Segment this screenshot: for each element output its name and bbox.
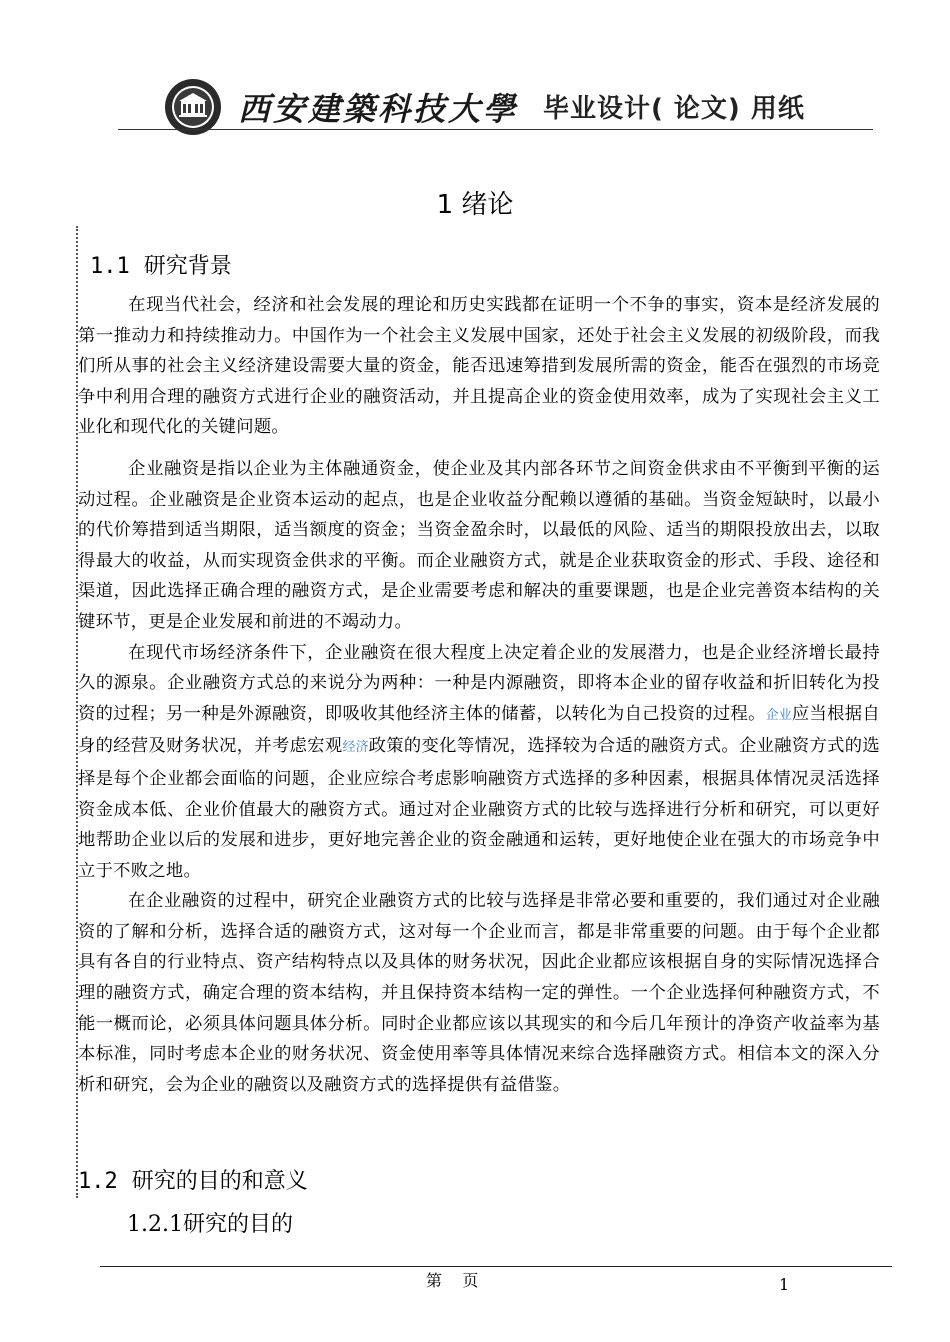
subsection-number: 1.2.1 [127,1212,183,1237]
subsection-title: 研究的目的 [182,1212,293,1237]
link-economy[interactable]: 经济 [342,740,369,756]
section-title: 研究背景 [143,254,232,279]
paragraph-3-text-a: 在现代市场经济条件下，企业融资在很大程度上决定着企业的发展潜力，也是企业经济增长最持久的源泉。企业融资方式总的来说分为两种：一种是内源融资，即将本企业的留存收益和折旧转化为投资的过程；另一种是外源融资，即吸收其他经济主体的储蓄，以转化为自己投资的过程。 [78,642,880,724]
paragraph-2: 企业融资是指以企业为主体融通资金，使企业及其内部各环节之间资金供求由不平衡到平衡的运动过程。企业融资是企业资本运动的起点，也是企业收益分配赖以遵循的基础。当资金短缺时，以最小的代价筹措到适当期限，适当额度的资金；当资金盈余时，以最低的风险、适当的期限投放出去，以取得最大的收益，从而实现资金供求的平衡。而企业融资方式，就是企业获取资金的形式、手段、途径和渠道，因此选择正确合理的融资方式，是企业需要考虑和解决的重要课题，也是企业完善资本结构的关键环节，更是企业发展和前进的不竭动力。 [78,458,880,632]
section-body [78,290,880,1100]
university-name: 西安建築科技大學 [238,90,519,128]
section-number: 1.1 [90,254,130,279]
footer-page-label: 第 页 [426,1271,479,1290]
subsection-heading-1-2-1 [127,1207,293,1238]
paragraph-3-text-b: 应当根据自身的经营及财务状况，并考虑宏观 [78,703,880,757]
link-enterprise[interactable]: 企业 [765,707,792,723]
page-number: 1 [779,1275,790,1294]
section-number: 1.2 [78,1169,118,1194]
footer-divider [100,1266,892,1267]
section-heading-1-2 [78,1164,308,1195]
section-heading-1-1 [90,249,232,280]
paragraph-3 [78,638,880,887]
paragraph-3-text-c: 政策的变化等情况，选择较为合适的融资方式。企业融资方式的选择是每个企业都会面临的问题，企业应综合考虑影响融资方式选择的多种因素，根据具体情况灵活选择资金成本低、企业价值最大的融资方式。通过对企业融资方式的比较与选择进行分析和研究，可以更好地帮助企业以后的发展和进步，更好地完善企业的资金融通和运转，更好地使企业在强大的市场竞争中立于不败之地。 [78,736,880,881]
chapter-title: 1 绪论 [436,190,514,220]
paper-use-label: 毕业设计( 论文) 用纸 [543,94,805,124]
section-title: 研究的目的和意义 [131,1169,308,1194]
header-divider [118,129,873,130]
page-header [0,0,950,135]
paragraph-1: 在现当代社会，经济和社会发展的理论和历史实践都在证明一个不争的事实，资本是经济发展的第一推动力和持续推动力。中国作为一个社会主义发展中国家，还处于社会主义发展的初级阶段，而我们所从事的社会主义经济建设需要大量的资金，能否迅速筹措到发展所需的资金，能否在强烈的市场竞争中利用合理的融资方式进行企业的融资活动，并且提高企业的资金使用效率，成为了实现社会主义工业化和现代化的关键问题。 [78,295,880,438]
university-seal-icon [163,77,223,137]
paragraph-4: 在企业融资的过程中，研究企业融资方式的比较与选择是非常必要和重要的，我们通过对企业融资的了解和分析，选择合适的融资方式，这对每一个企业而言，都是非常重要的问题。由于每个企业都具有各自的行业特点、资产结构特点以及具体的财务状况，因此企业都应该根据自身的实际情况选择合理的融资方式，确定合理的资本结构，并且保持资本结构一定的弹性。一个企业选择何种融资方式，不能一概而论，必须具体问题具体分析。同时企业都应该以其现实的和今后几年预计的净资产收益率为基本标准，同时考虑本企业的财务状况、资金使用率等具体情况来综合选择融资方式。相信本文的深入分析和研究，会为企业的融资以及融资方式的选择提供有益借鉴。 [78,891,880,1095]
